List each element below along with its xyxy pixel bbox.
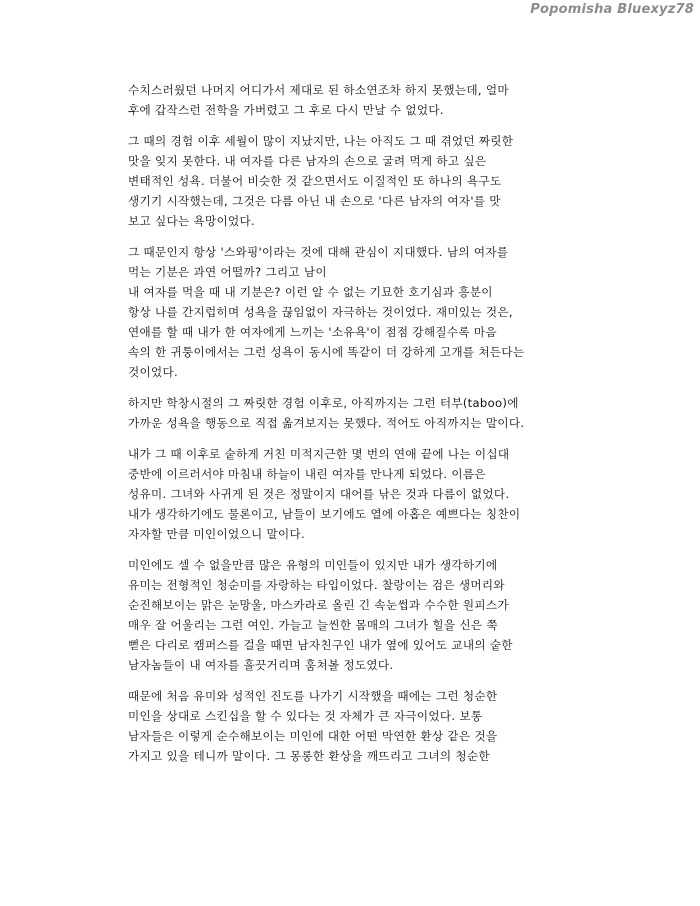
text-line: 속의 한 귀퉁이에서는 그런 성욕이 동시에 똑같이 더 강하게 고개를 쳐든다는 bbox=[128, 345, 525, 359]
text-line: 성유미. 그녀와 사귀게 된 것은 정말이지 대어를 낚은 것과 다름이 없었다. bbox=[128, 487, 510, 501]
text-line: 매우 잘 어울리는 그런 여인. 가늘고 늘씬한 몸매의 그녀가 힐을 신은 쭉 bbox=[128, 618, 498, 632]
text-line: 가지고 있을 테니까 말이다. 그 몽롱한 환상을 깨뜨리고 그녀의 청순한 bbox=[128, 749, 490, 763]
text-line: 맛을 잊지 못한다. 내 여자를 다른 남자의 손으로 굴려 먹게 하고 싶은 bbox=[128, 154, 487, 168]
text-line: 내가 그 때 이후로 숱하게 거친 미적지근한 몇 번의 연애 끝에 나는 이십대 bbox=[128, 447, 510, 461]
text-line: 내 여자를 먹을 때 내 기분은? 이런 알 수 없는 기묘한 호기심과 흥분이 bbox=[128, 285, 493, 299]
text-line: 남자놈들이 내 여자를 흘끗거리며 훔쳐볼 정도였다. bbox=[128, 658, 394, 672]
watermark-signature: Popomisha Bluexyz78 bbox=[530, 2, 694, 17]
paragraph-6 bbox=[128, 555, 576, 675]
text-line: 후에 갑작스런 전학을 가버렸고 그 후로 다시 만날 수 없었다. bbox=[128, 103, 444, 117]
text-line: 때문에 처음 유미와 성적인 진도를 나가기 시작했을 때에는 그런 청순한 bbox=[128, 689, 498, 703]
text-line: 순진해보이는 맑은 눈망울, 마스카라로 올린 긴 속눈썹과 수수한 원피스가 bbox=[128, 598, 509, 612]
paragraph-1 bbox=[128, 80, 576, 120]
text-line: 미인을 상대로 스킨십을 할 수 있다는 것 자체가 큰 자극이었다. 보통 bbox=[128, 709, 483, 723]
document-body bbox=[128, 80, 576, 777]
text-line: 뻗은 다리로 캠퍼스를 걸을 때면 남자친구인 내가 옆에 있어도 교내의 숱한 bbox=[128, 638, 513, 652]
text-line: 자자할 만큼 미인이었으니 말이다. bbox=[128, 527, 305, 541]
paragraph-4 bbox=[128, 393, 576, 433]
text-line: 생기기 시작했는데, 그것은 다름 아닌 내 손으로 '다른 남자의 여자'를 맛 bbox=[128, 194, 501, 208]
text-line: 가까운 성욕을 행동으로 직접 옮겨보지는 못했다. 적어도 아직까지는 말이다. bbox=[128, 416, 525, 430]
text-line: 중반에 이르러서야 마침내 하늘이 내린 여자를 만나게 되었다. 이름은 bbox=[128, 467, 486, 481]
text-line: 그 때문인지 항상 '스와핑'이라는 것에 대해 관심이 지대했다. 남의 여자를 bbox=[128, 245, 509, 259]
text-line: 것이었다. bbox=[128, 365, 178, 379]
paragraph-2 bbox=[128, 131, 576, 231]
text-line: 하지만 학창시절의 그 짜릿한 경험 이후로, 아직까지는 그런 터부(taboo)에 bbox=[128, 396, 519, 410]
text-line: 내가 생각하기에도 물론이고, 남들이 보기에도 열에 아홉은 예쁘다는 칭찬이 bbox=[128, 507, 521, 521]
paragraph-3 bbox=[128, 242, 576, 382]
text-line: 보고 싶다는 욕망이었다. bbox=[128, 214, 255, 228]
text-line: 수치스러웠던 나머지 어디가서 제대로 된 하소연조차 하지 못했는데, 얼마 bbox=[128, 83, 509, 97]
text-line: 유미는 전형적인 청순미를 자랑하는 타입이었다. 찰랑이는 검은 생머리와 bbox=[128, 578, 505, 592]
text-line: 변태적인 성욕. 더불어 비슷한 것 같으면서도 이질적인 또 하나의 욕구도 bbox=[128, 174, 502, 188]
text-line: 먹는 기분은 과연 어떨까? 그리고 남이 bbox=[128, 265, 327, 279]
text-line: 항상 나를 간지럽히며 성욕을 끊임없이 자극하는 것이었다. 재미있는 것은, bbox=[128, 305, 513, 319]
text-line: 남자들은 이렇게 순수해보이는 미인에 대한 어떤 막연한 환상 같은 것을 bbox=[128, 729, 498, 743]
text-line: 연애를 할 때 내가 한 여자에게 느끼는 '소유욕'이 점점 강해질수록 마음 bbox=[128, 325, 497, 339]
paragraph-5 bbox=[128, 444, 576, 544]
paragraph-7 bbox=[128, 686, 576, 766]
text-line: 그 때의 경험 이후 세월이 많이 지났지만, 나는 아직도 그 때 겪었던 짜릿한 bbox=[128, 134, 514, 148]
text-line: 미인에도 셀 수 없을만큼 많은 유형의 미인들이 있지만 내가 생각하기에 bbox=[128, 558, 498, 572]
